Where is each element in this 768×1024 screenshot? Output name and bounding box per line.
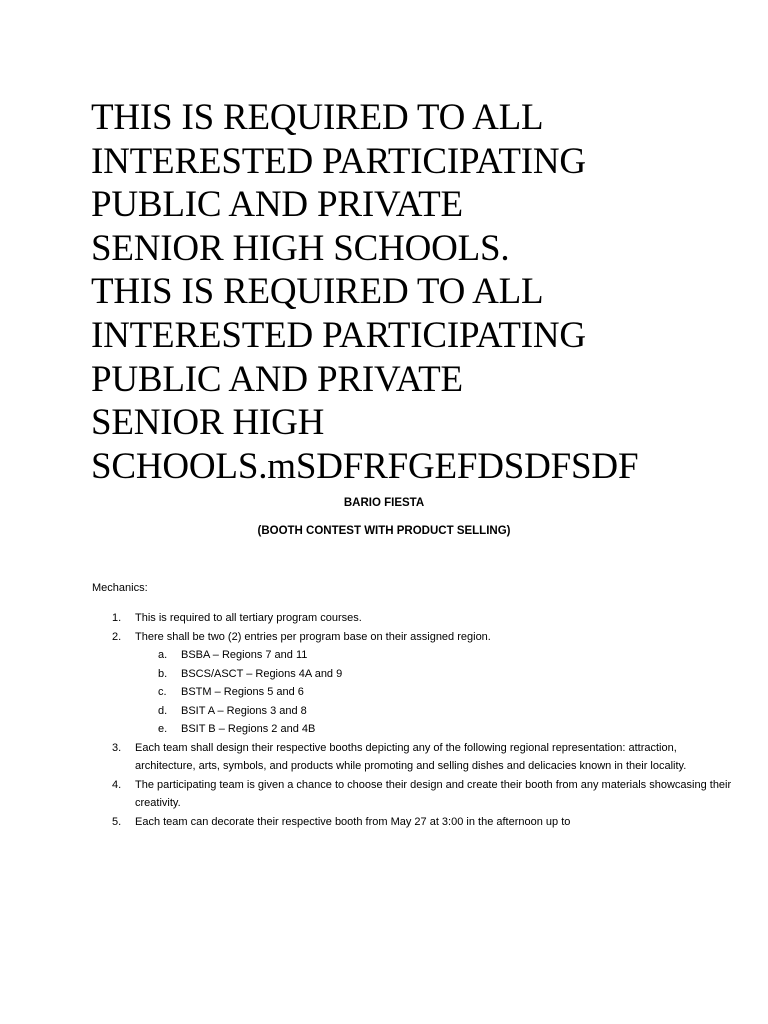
- sub-item-text: BSCS/ASCT – Regions 4A and 9: [181, 667, 343, 680]
- heading-line: THIS IS REQUIRED TO ALL: [91, 97, 544, 138]
- heading-line: SENIOR HIGH: [91, 402, 325, 444]
- sub-item-text: BSIT A – Regions 3 and 8: [181, 704, 307, 717]
- heading-line: SENIOR HIGH SCHOOLS.: [91, 227, 510, 269]
- heading-line: INTERESTED PARTICIPATING: [91, 314, 586, 356]
- sub-list-item: [92, 702, 732, 721]
- sub-item-text: BSTM – Regions 5 and 6: [181, 686, 304, 698]
- sub-list-item: [92, 665, 732, 684]
- item-number: 5.: [112, 815, 122, 828]
- item-number: 2.: [112, 630, 122, 643]
- document-subtitle: (BOOTH CONTEST WITH PRODUCT SELLING): [257, 525, 511, 537]
- heading-line: THIS IS REQUIRED TO ALL: [91, 271, 544, 313]
- sub-list-item: [92, 646, 732, 665]
- sub-list-item: [92, 683, 732, 702]
- sub-list-item: [92, 720, 732, 739]
- heading-line: INTERESTED PARTICIPATING: [91, 140, 586, 182]
- item-text: Each team can decorate their respective booth from May 27 at 3:00 in the afternoon up to: [135, 815, 571, 828]
- list-item: [92, 813, 732, 832]
- sub-item-letter: c.: [158, 686, 167, 698]
- big-heading: [91, 96, 731, 488]
- list-item: [92, 628, 732, 647]
- sub-item-text: BSIT B – Regions 2 and 4B: [181, 723, 316, 735]
- item-number: 1.: [112, 612, 122, 624]
- sub-item-letter: a.: [158, 649, 168, 661]
- document-title: BARIO FIESTA: [343, 497, 425, 509]
- mechanics-label: Mechanics:: [92, 582, 148, 594]
- region-sublist: [92, 646, 732, 739]
- sub-item-letter: d.: [158, 704, 168, 717]
- heading-line: PUBLIC AND PRIVATE: [91, 358, 463, 400]
- sub-item-letter: b.: [158, 667, 168, 680]
- list-item: [92, 776, 732, 813]
- sub-item-text: BSBA – Regions 7 and 11: [181, 649, 308, 661]
- item-text: There shall be two (2) entries per program base on their assigned region.: [135, 630, 491, 643]
- item-number: 4.: [112, 778, 122, 791]
- item-number: 3.: [112, 741, 122, 754]
- list-item: [92, 739, 732, 776]
- heading-line: PUBLIC AND PRIVATE: [91, 184, 463, 226]
- item-text: The participating team is given a chance to choose their design and create their booth from any materials showcasing their creativity.: [135, 778, 732, 809]
- list-item: [92, 609, 732, 628]
- sub-item-letter: e.: [158, 723, 168, 735]
- mechanics-list: [92, 609, 732, 831]
- item-text: This is required to all tertiary program courses.: [135, 612, 362, 624]
- heading-line: SCHOOLS.mSDFRFGEFDSDFSDF: [91, 445, 639, 487]
- item-text: Each team shall design their respective booths depicting any of the following regional representation: attraction, architecture, arts, symbols, and products while promoting and selling dishes and delicacies known in their locality.: [135, 741, 687, 772]
